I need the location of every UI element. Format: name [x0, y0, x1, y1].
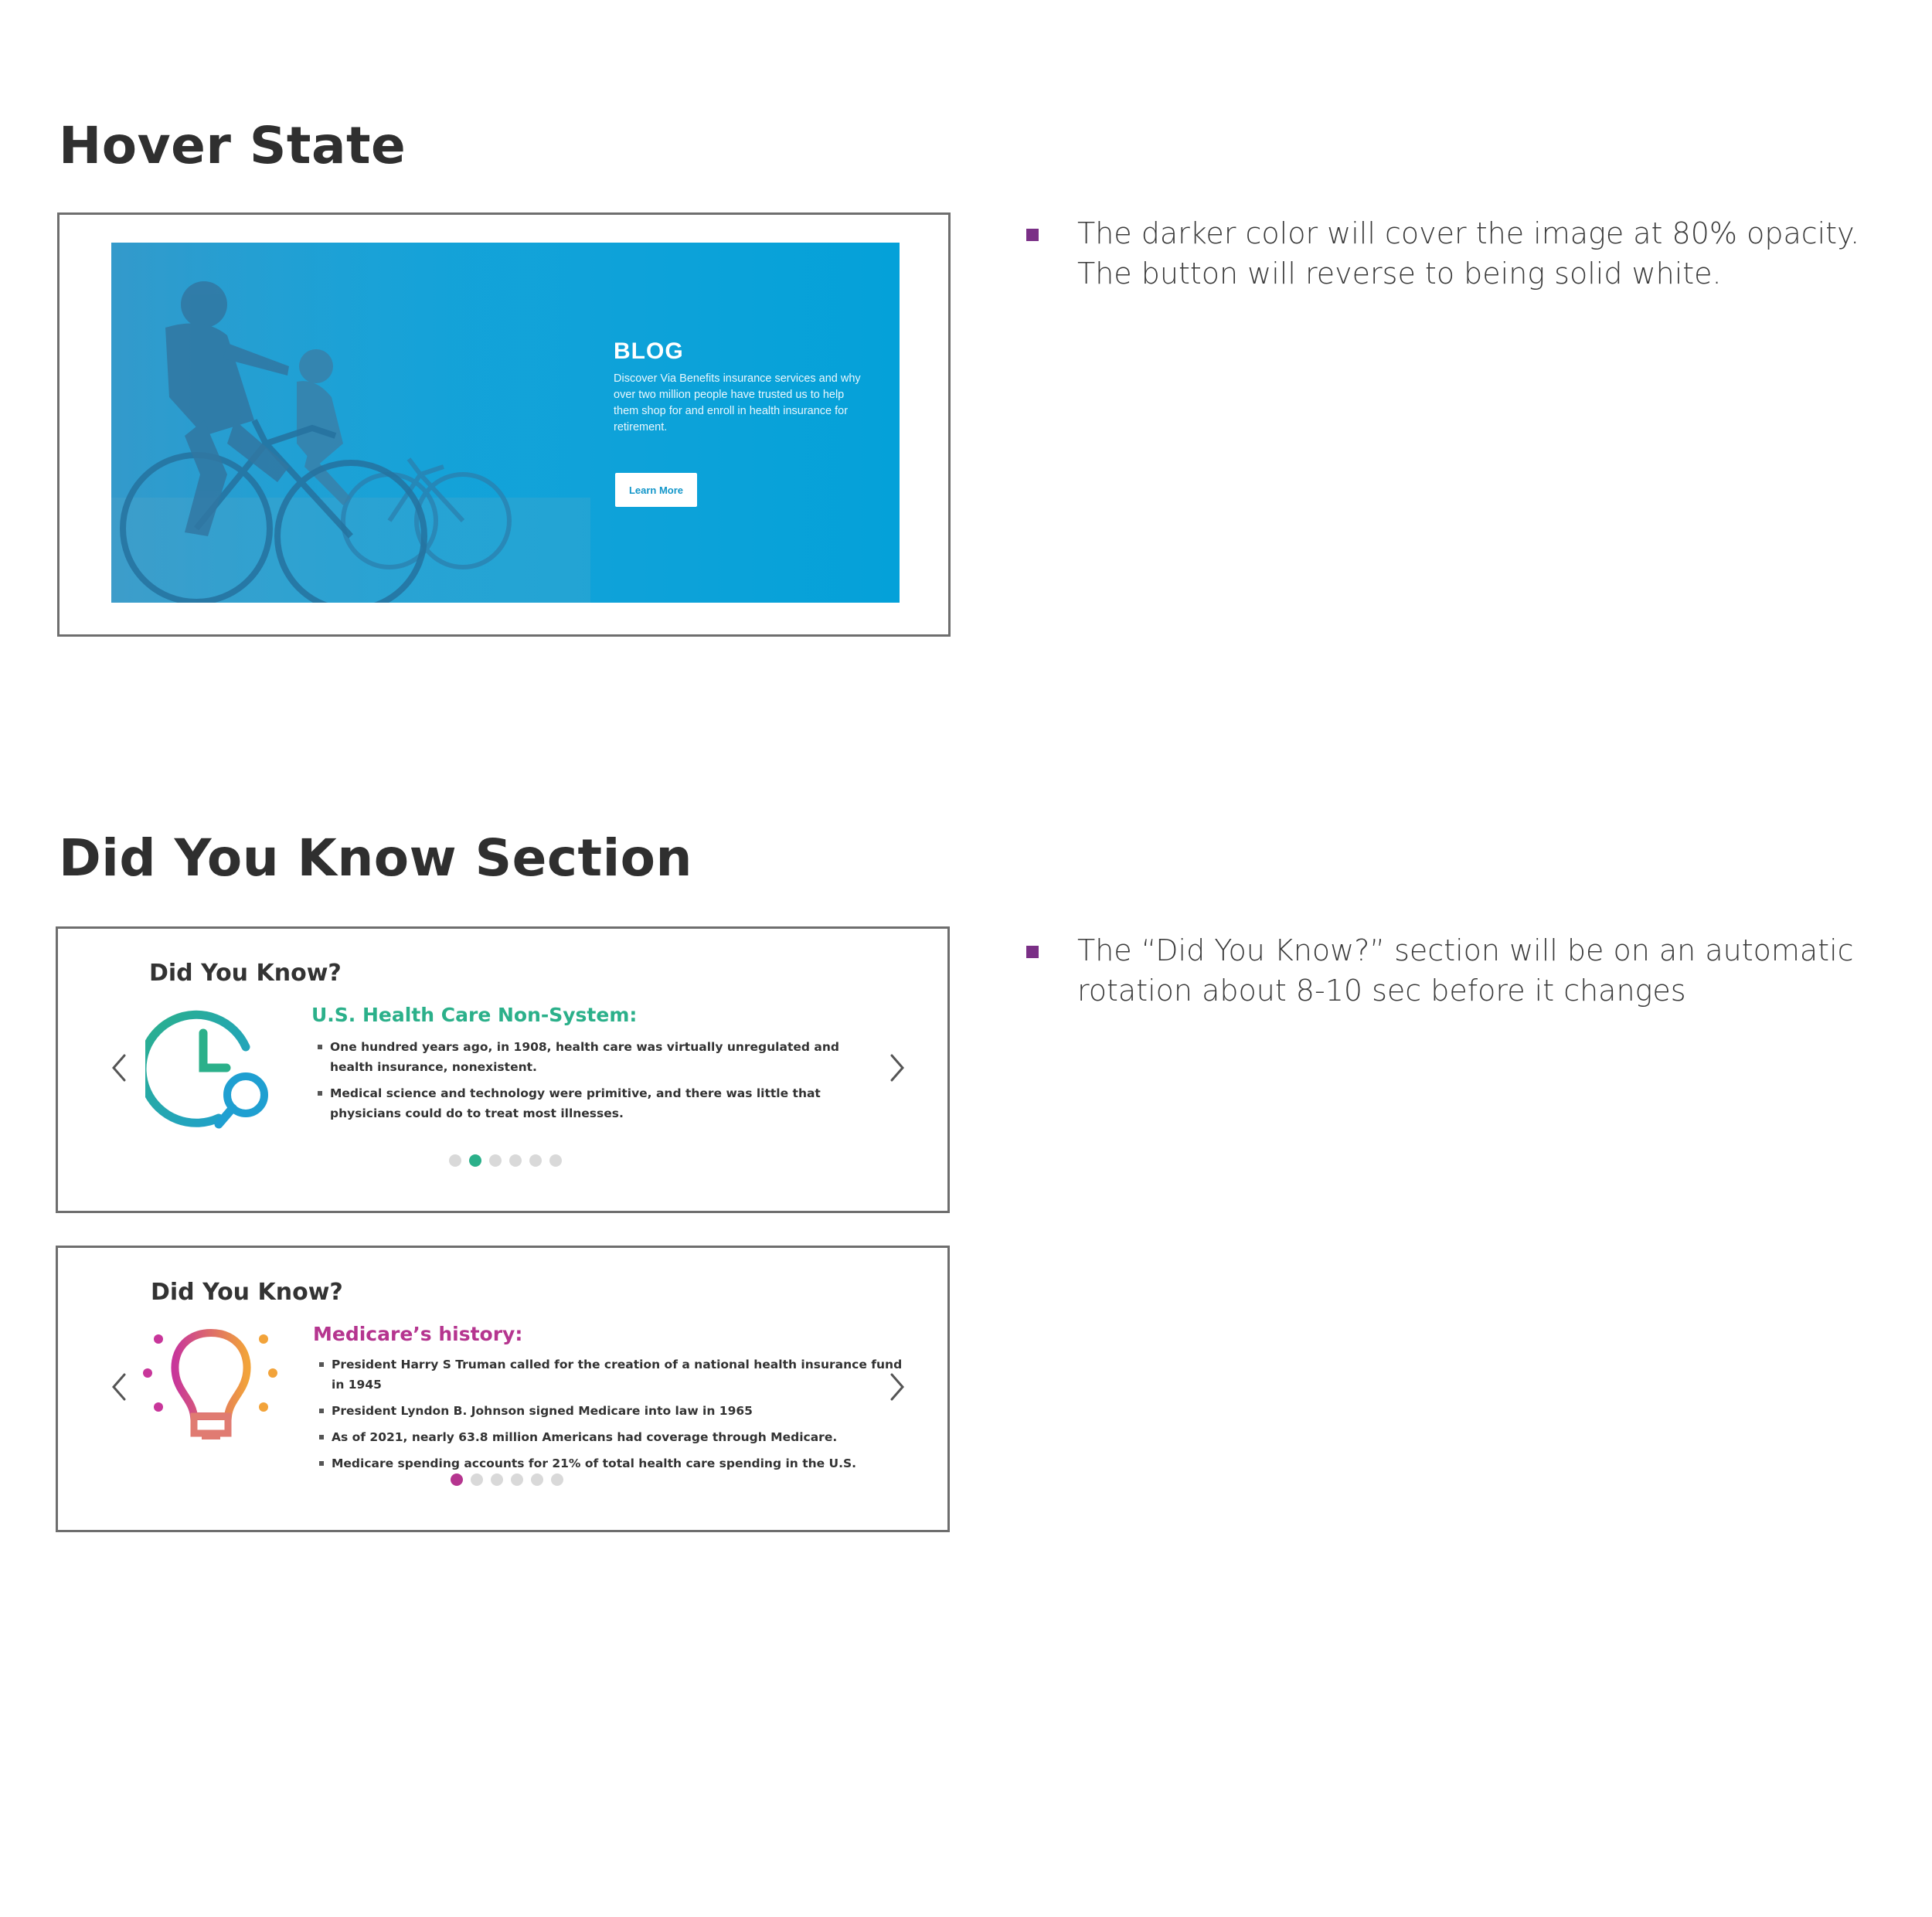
previous-arrow-icon[interactable] — [104, 1045, 135, 1091]
card-subtitle: U.S. Health Care Non-System: — [311, 1004, 638, 1026]
carousel-dots — [451, 1473, 563, 1486]
banner-description: Discover Via Benefits insurance services and why over two million people have trusted us to help them shop for and enroll in health insurance for retirement. — [614, 372, 861, 433]
hover-state-frame — [57, 212, 951, 637]
carousel-dot[interactable] — [551, 1473, 563, 1486]
carousel-dots — [449, 1154, 562, 1167]
carousel-dot[interactable] — [489, 1154, 502, 1167]
bullet-square-icon — [1026, 946, 1039, 958]
lightbulb-icon — [141, 1317, 281, 1456]
carousel-dot[interactable] — [511, 1473, 523, 1486]
next-arrow-icon[interactable] — [881, 1364, 912, 1410]
card-fact-list — [319, 1354, 906, 1473]
did-you-know-card — [56, 926, 950, 1213]
card-subtitle: Medicare’s history: — [313, 1323, 523, 1345]
carousel-dot[interactable] — [531, 1473, 543, 1486]
hover-state-title: Hover State — [59, 116, 406, 175]
carousel-dot-active[interactable] — [451, 1473, 463, 1486]
previous-arrow-icon[interactable] — [104, 1364, 135, 1410]
blog-banner[interactable] — [111, 243, 900, 603]
list-item: One hundred years ago, in 1908, health care was virtually unregulated and health insurance, nonexistent. — [318, 1037, 859, 1077]
list-item: Medical science and technology were primitive, and there was little that physicians could do to treat most illnesses. — [318, 1083, 859, 1123]
carousel-dot[interactable] — [491, 1473, 503, 1486]
list-item: As of 2021, nearly 63.8 million Americans had coverage through Medicare. — [319, 1427, 906, 1447]
carousel-dot[interactable] — [509, 1154, 522, 1167]
did-you-know-title: Did You Know Section — [59, 828, 693, 888]
card-heading: Did You Know? — [149, 960, 342, 987]
did-you-know-note-text: The “Did You Know?” section will be on an automatic rotation about 8-10 sec before it changes — [1077, 933, 1854, 1008]
carousel-dot[interactable] — [549, 1154, 562, 1167]
banner-title: BLOG — [614, 338, 684, 364]
hover-state-note-text: The darker color will cover the image at 80% opacity. The button will reverse to being solid white. — [1077, 216, 1860, 291]
carousel-dot[interactable] — [529, 1154, 542, 1167]
card-fact-list — [318, 1037, 859, 1123]
carousel-dot[interactable] — [449, 1154, 461, 1167]
carousel-dot-active[interactable] — [469, 1154, 481, 1167]
clock-search-icon — [145, 1002, 284, 1141]
list-item: President Harry S Truman called for the creation of a national health insurance fund in 1945 — [319, 1354, 906, 1395]
card-heading: Did You Know? — [151, 1279, 343, 1306]
learn-more-button[interactable]: Learn More — [615, 473, 697, 507]
bullet-square-icon — [1026, 229, 1039, 241]
did-you-know-card — [56, 1246, 950, 1532]
list-item: Medicare spending accounts for 21% of total health care spending in the U.S. — [319, 1453, 906, 1473]
next-arrow-icon[interactable] — [881, 1045, 912, 1091]
carousel-dot[interactable] — [471, 1473, 483, 1486]
banner-copy — [614, 338, 861, 436]
list-item: President Lyndon B. Johnson signed Medicare into law in 1965 — [319, 1401, 906, 1421]
